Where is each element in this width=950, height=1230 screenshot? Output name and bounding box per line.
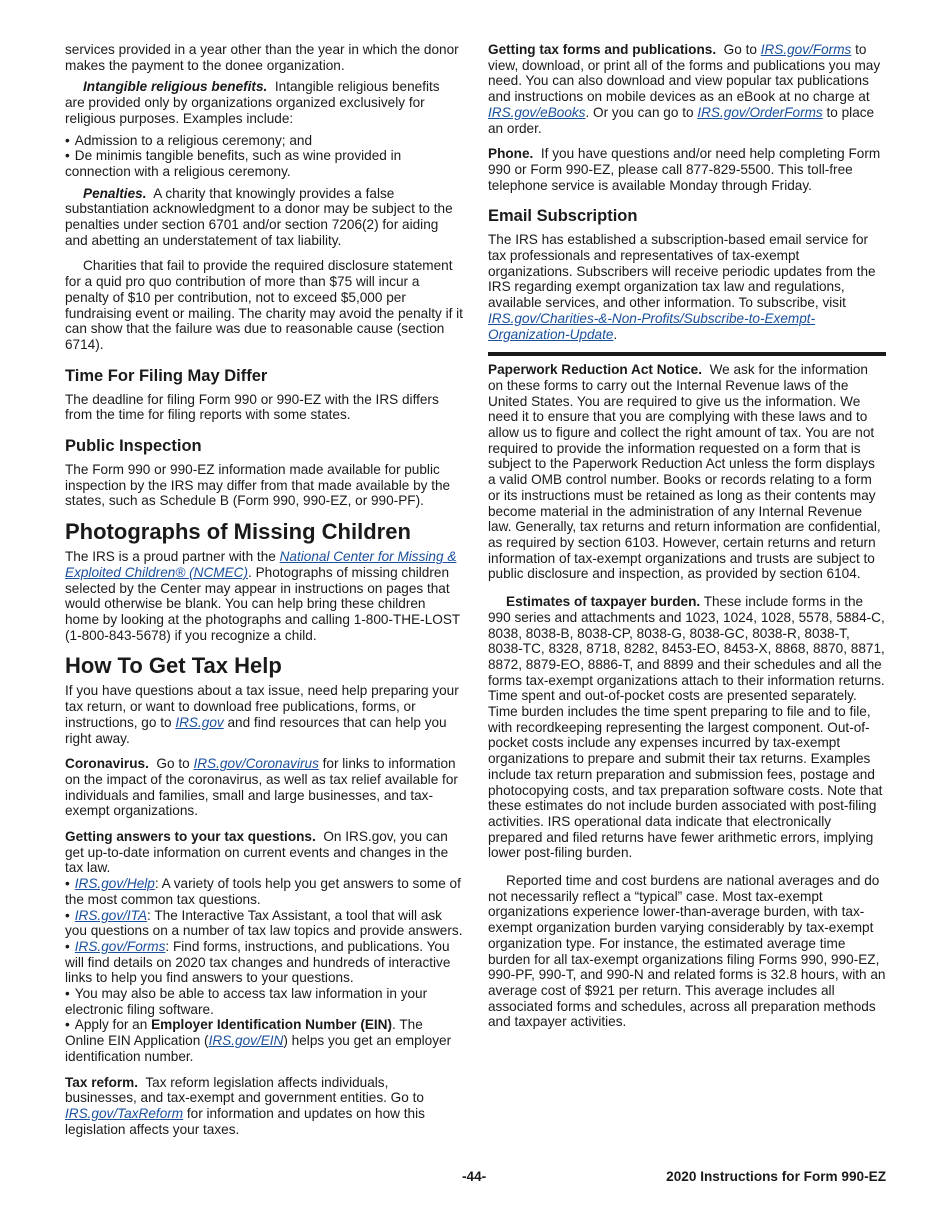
subscribe-link[interactable]: IRS.gov/Charities-&-Non-Profits/Subscribe-to-Exempt-Organization-Update xyxy=(488,310,816,342)
ebooks-link[interactable]: IRS.gov/eBooks xyxy=(488,104,586,120)
intangible-list xyxy=(65,133,463,180)
charities-paragraph: Charities that fail to provide the required disclosure statement for a quid pro quo contribution of more than $75 will incur a penalty of $10 per contribution, not to exceed $5,000 per fundraising event or mailing. The charity may avoid the penalty if it can show that the failure was due to reasonable cause (section 6714). xyxy=(65,258,463,352)
list-item: • IRS.gov/Help: A variety of tools help you get answers to some of the most common tax questions. xyxy=(65,876,461,907)
answers-heading: Getting answers to your tax questions. xyxy=(65,829,316,845)
help-link[interactable]: IRS.gov/Help xyxy=(74,876,155,892)
tax-help-intro: If you have questions about a tax issue, need help preparing your tax return, or want to download free publications, forms, or instructions, go to IRS.gov and find resources that can help you right away. xyxy=(65,683,459,746)
ein-term: Employer Identification Number (EIN) xyxy=(151,1017,393,1033)
list-item: • You may also be able to access tax law information in your electronic filing software. xyxy=(65,986,428,1017)
bullet-icon: • xyxy=(65,132,70,148)
forms-link[interactable]: IRS.gov/Forms xyxy=(74,938,166,954)
coronavirus-link[interactable]: IRS.gov/Coronavirus xyxy=(193,756,319,772)
intangible-paragraph xyxy=(65,79,463,126)
left-column xyxy=(65,42,463,1143)
inspection-text: The Form 990 or 990-EZ information made available for public inspection by the IRS may differ from that made available by the states, such as Schedule B (Form 990, 990-EZ, or 990-PF). xyxy=(65,462,451,509)
penalties-paragraph: Penalties. A charity that knowingly provides a false substantiation acknowledgment to a donor may be subject to the penalties under section 6701 and/or section 7206(2) for aiding and abetting an understatement of tax liability. xyxy=(65,185,453,248)
intangible-heading: Intangible religious benefits. xyxy=(83,79,268,95)
intangible-text: Intangible religious benefits are provided only by organizations organized exclusively for religious purposes. Examples include: xyxy=(65,79,440,126)
page-number: -44- xyxy=(462,1169,487,1184)
burden-heading: Estimates of taxpayer burden. xyxy=(506,594,701,610)
paperwork-paragraph: Paperwork Reduction Act Notice. We ask for the information on these forms to carry out the Internal Revenue laws of the United States. You are required to give us the information. We need it to ensure that you are complying with these laws and to allow us to figure and collect the right amount of tax. You are not required to provide the information requested on a form that is subject to the Paperwork Reduction Act unless the form displays a valid OMB control number. Books or records relating to a form or its instructions must be retained as long as their contents may become material in the administration of any Internal Revenue law. Generally, tax returns and return information are confidential, as required by section 6103. However, certain returns and return information of tax-exempt organizations and trusts are subject to public disclosure and inspection, as provided by section 6104. xyxy=(488,362,881,582)
list-item: • IRS.gov/ITA: The Interactive Tax Assistant, a tool that will ask you questions on a number of tax law topics and provide answers. xyxy=(65,907,463,939)
order-forms-link[interactable]: IRS.gov/OrderForms xyxy=(697,104,823,120)
tax-help-heading: How To Get Tax Help xyxy=(65,653,282,679)
bullet-icon: • xyxy=(65,148,70,164)
inspection-heading: Public Inspection xyxy=(65,437,202,456)
list-item: • Admission to a religious ceremony; and xyxy=(65,132,313,148)
right-column xyxy=(488,42,886,1036)
phone-paragraph: Phone. If you have questions and/or need help completing Form 990 or Form 990-EZ, please call 877-829-5500. This toll-free telephone service is available Monday through Friday. xyxy=(488,146,881,193)
coronavirus-heading: Coronavirus. xyxy=(65,756,149,772)
forms-paragraph: Getting tax forms and publications. Go to IRS.gov/Forms to view, download, or print all of the forms and publications you may need. You can also download and view popular tax publications and instructions on mobile devices as an eBook at no charge at IRS.gov/eBooks. Or you can go to IRS.gov/OrderForms to place an order. xyxy=(488,42,881,136)
list-item: • De minimis tangible benefits, such as wine provided in connection with a religious ceremony. xyxy=(65,148,402,179)
reported-paragraph: Reported time and cost burdens are national averages and do not necessarily reflect a “typical” case. Most tax-exempt organizations experience lower-than-average burden, with tax-exempt organization burden varying considerably by tax-exempt organization type. For instance, the estimated average time burden for all tax-exempt organizations filing Forms 990, 990-EZ, 990-PF, 990-T, and 990-N and related forms is 32.8 hours, with an average cost of $921 per return. This average includes all associated forms and schedules, across all preparation methods and taxpayer activities. xyxy=(488,873,886,1030)
filing-text: The deadline for filing Form 990 or 990-EZ with the IRS differs from the time for filing reports with some states. xyxy=(65,391,439,423)
burden-paragraph: Estimates of taxpayer burden. These include forms in the 990 series and attachments and 1023, 1024, 1028, 5578, 5884-C, 8038, 8038-B, 8038-CP, 8038-G, 8038-GC, 8038-R, 8038-T, 8038-TC, 8328, 8718, 8282, 8453-EO, 8453-X, 8868, 8870, 8871, 8872, 8879-EO, 8886-T, and 8899 and their schedules and all the forms tax-exempt organizations attach to their information returns. Time spent and out-of-pocket costs are presented separately. Time burden includes the time spent preparing to file and to file, with recordkeeping representing the largest component. Out-of-pocket costs include any expenses incurred by tax-exempt organizations to prepare and submit their tax returns. Examples include tax return preparation and submission fees, postage and photocopying costs, and tax preparation software costs. Note that these estimates do not include burden associated with post-filing activities. IRS operational data indicate that electronically prepared and filed returns have fewer arithmetic errors, implying lower post-filing burden. xyxy=(488,594,885,861)
email-subscription-heading: Email Subscription xyxy=(488,207,638,226)
bullet-icon: • xyxy=(65,986,70,1002)
forms-heading: Getting tax forms and publications. xyxy=(488,42,717,57)
answers-paragraph: Getting answers to your tax questions. On IRS.gov, you can get up-to-date information on current events and changes in the tax law. xyxy=(65,829,449,876)
forms-link[interactable]: IRS.gov/Forms xyxy=(760,42,852,57)
filing-heading: Time For Filing May Differ xyxy=(65,366,268,385)
section-divider xyxy=(488,352,886,356)
bullet-icon: • xyxy=(65,907,70,923)
missing-children-text: The IRS is a proud partner with the National Center for Missing & Exploited Children® (NCMEC). Photographs of missing children selected by the Center may appear in instructions on pages that would otherwise be blank. You can help bring these children home by looking at the photographs and calling 1-800-THE-LOST (1-800-843-5678) if you recognize a child. xyxy=(65,549,460,643)
phone-heading: Phone. xyxy=(488,146,534,162)
ita-link[interactable]: IRS.gov/ITA xyxy=(74,907,148,923)
penalties-heading: Penalties. xyxy=(83,185,147,201)
paperwork-heading: Paperwork Reduction Act Notice. xyxy=(488,362,703,378)
form-title: 2020 Instructions for Form 990-EZ xyxy=(666,1169,886,1184)
ein-link[interactable]: IRS.gov/EIN xyxy=(208,1033,284,1049)
tax-reform-link[interactable]: IRS.gov/TaxReform xyxy=(65,1105,184,1121)
ncmec-link[interactable]: National Center for Missing & Exploited Children® (NCMEC) xyxy=(65,549,457,580)
email-subscription-text: The IRS has established a subscription-based email service for tax professionals and representatives of tax-exempt organizations. Subscribers will receive periodic updates from the IRS regarding exempt organization tax law and regulations, available services, and other information. To subscribe, visit IRS.gov/Charities-&-Non-Profits/Subscribe-to-Exempt-Organization-Update. xyxy=(488,232,876,342)
list-item: • IRS.gov/Forms: Find forms, instructions, and publications. You will find details on 2020 tax changes and hundreds of interactive links to help you find answers to your questions. xyxy=(65,938,451,986)
bullet-icon: • xyxy=(65,938,70,954)
tax-reform-heading: Tax reform. xyxy=(65,1074,139,1090)
bullet-icon: • xyxy=(65,1017,70,1033)
tax-help-list xyxy=(65,876,463,1064)
irs-gov-link[interactable]: IRS.gov xyxy=(175,714,224,730)
page-footer xyxy=(65,1169,886,1187)
missing-children-heading: Photographs of Missing Children xyxy=(65,519,411,545)
continued-paragraph: services provided in a year other than the year in which the donor makes the payment to the donee organization. xyxy=(65,42,459,73)
coronavirus-paragraph: Coronavirus. Go to IRS.gov/Coronavirus for links to information on the impact of the coronavirus, as well as tax relief available for individuals and families, small and large businesses, and tax-exempt organizations. xyxy=(65,756,458,819)
tax-reform-paragraph: Tax reform. Tax reform legislation affects individuals, businesses, and tax-exempt and government entities. Go to IRS.gov/TaxReform for information and updates on how this legislation affects your taxes. xyxy=(65,1074,425,1137)
list-item: • Apply for an Employer Identification Number (EIN). The Online EIN Application (IRS.gov/EIN) helps you get an employer identification number. xyxy=(65,1017,452,1064)
bullet-icon: • xyxy=(65,876,70,892)
